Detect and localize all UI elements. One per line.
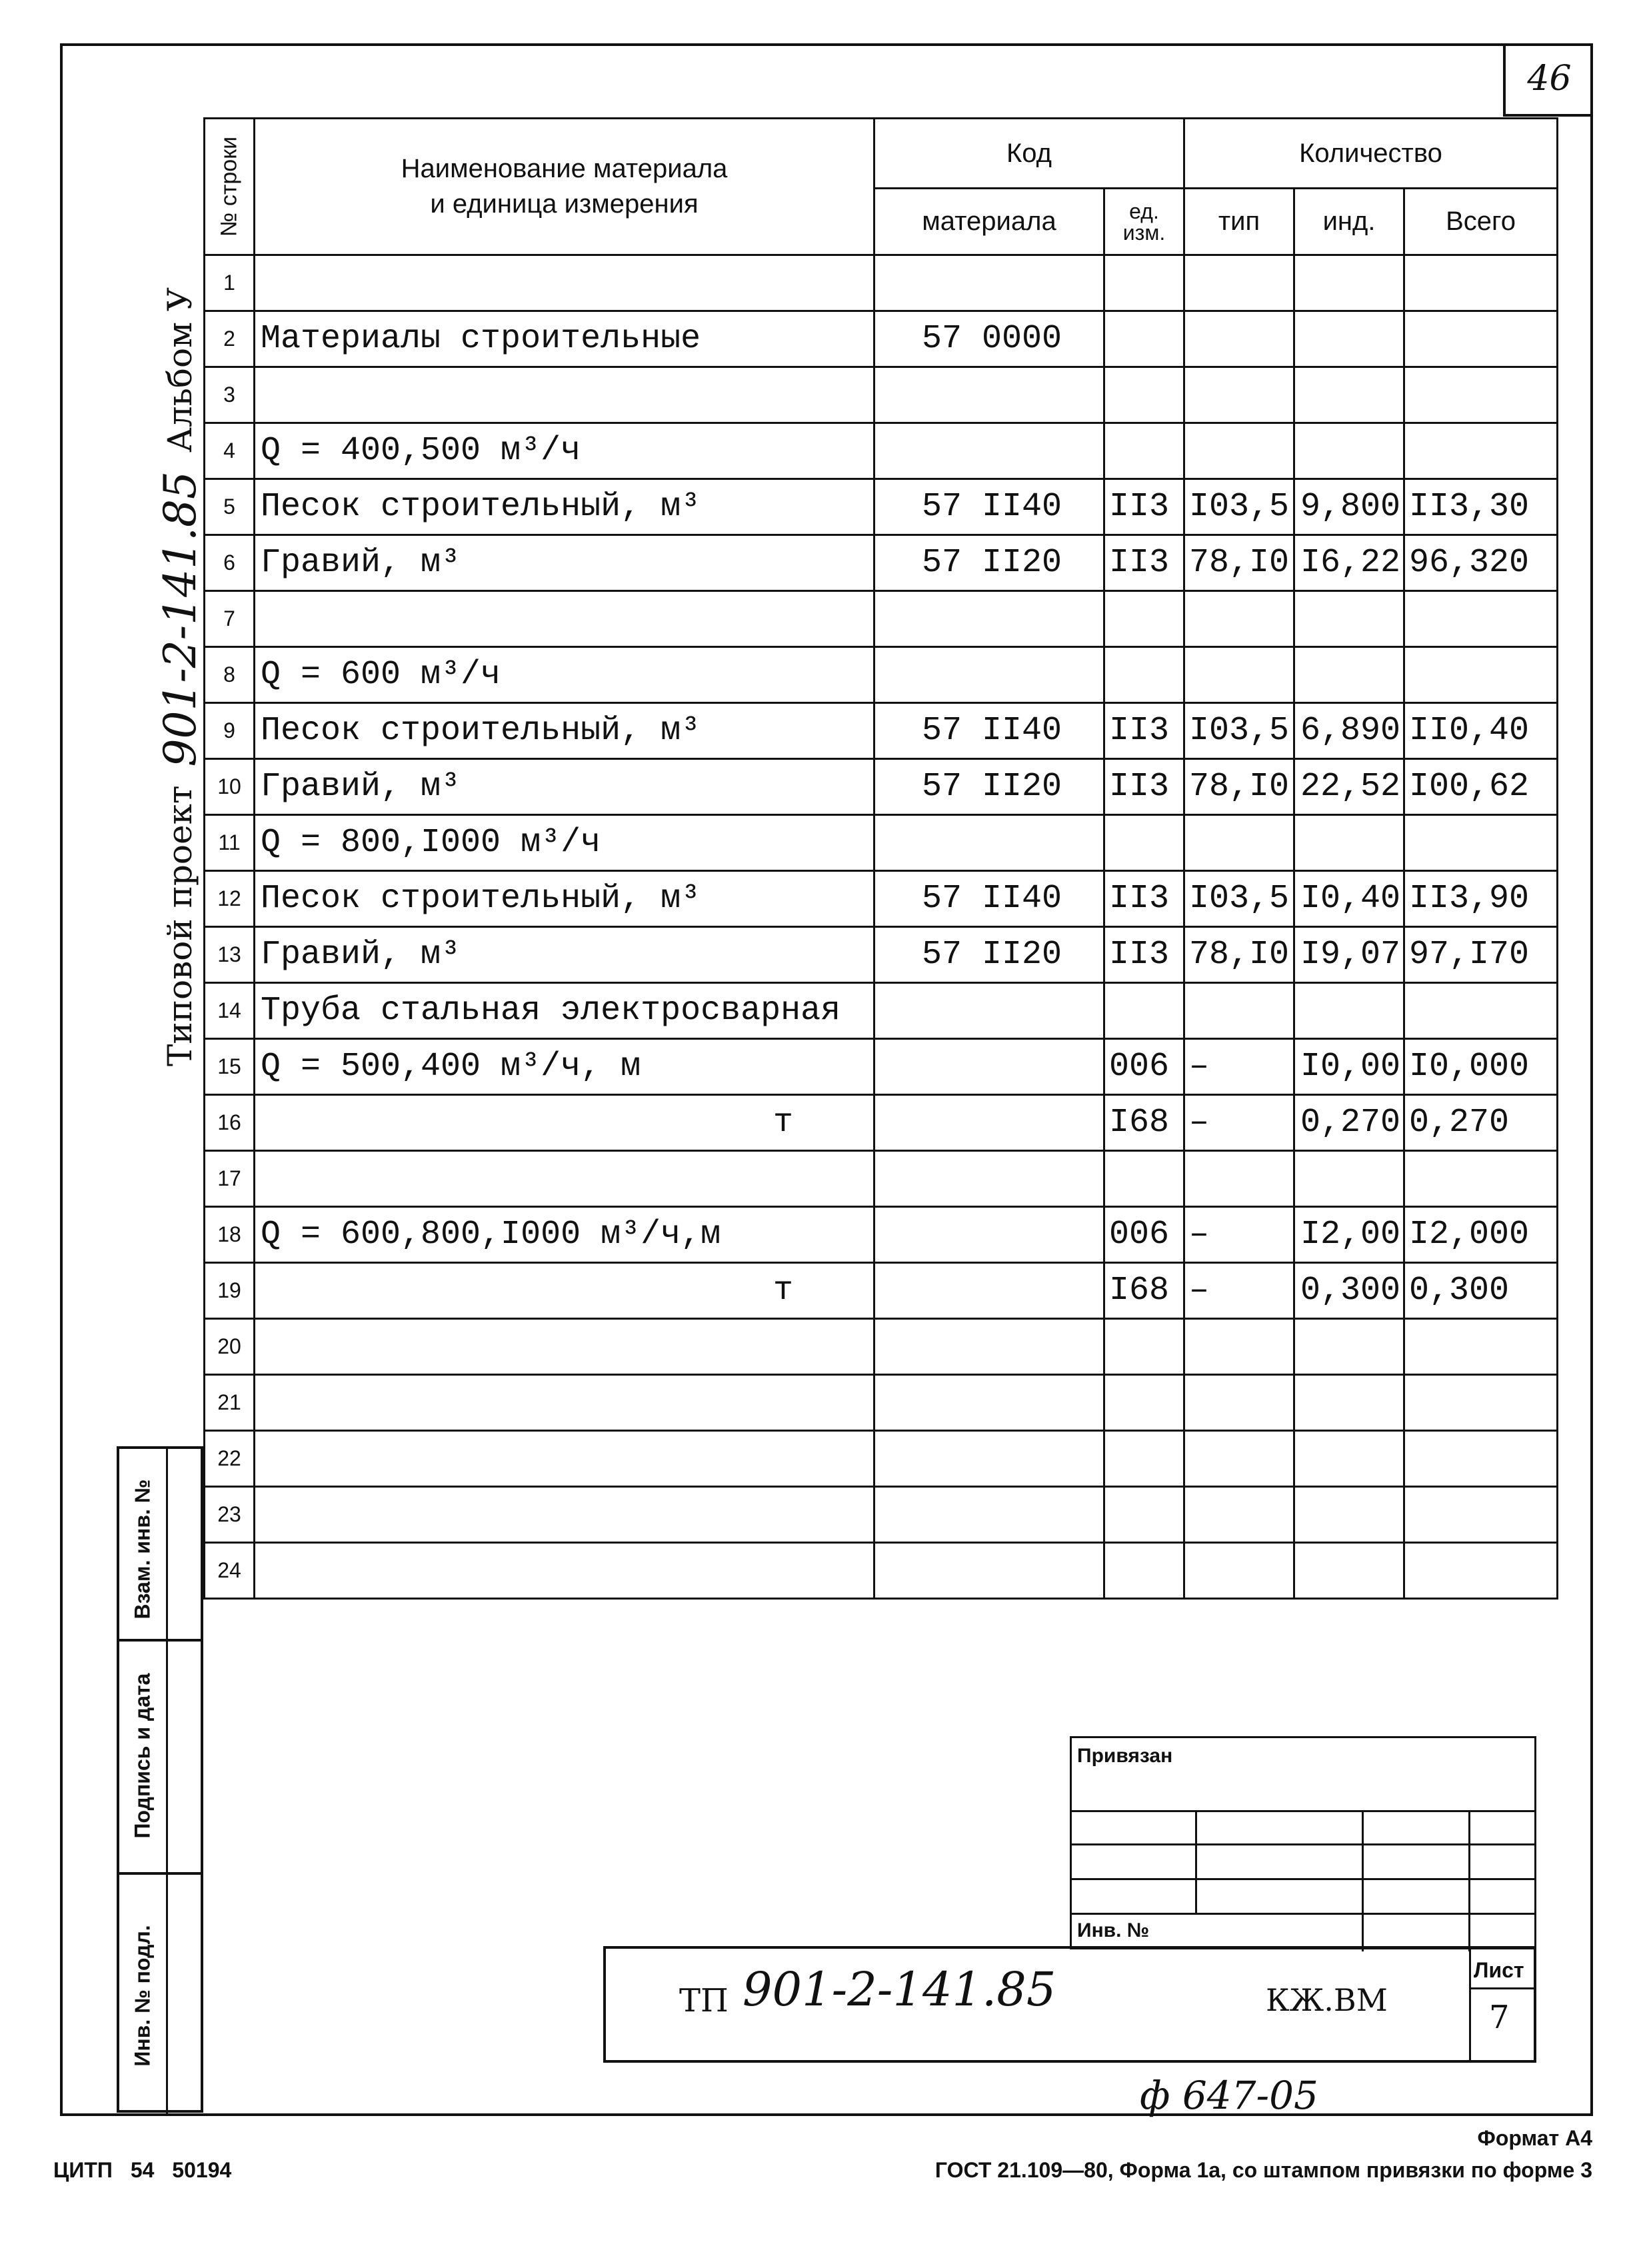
row-code: 57 II20	[874, 535, 1104, 591]
row-name: Гравий, м³	[255, 535, 874, 591]
row-number: 5	[205, 479, 255, 535]
row-unit	[1104, 367, 1184, 423]
row-code	[874, 367, 1104, 423]
table-row	[205, 815, 1558, 871]
row-number: 20	[205, 1319, 255, 1375]
row-ind	[1294, 1431, 1404, 1487]
row-name: Q = 600,800,I000 м³/ч,м	[255, 1207, 874, 1263]
footer-left: ЦИТП 54 50194	[53, 2158, 232, 2182]
row-unit	[1104, 815, 1184, 871]
row-code	[874, 1039, 1104, 1095]
table-row	[205, 1543, 1558, 1599]
row-ind	[1294, 1319, 1404, 1375]
row-number: 15	[205, 1039, 255, 1095]
row-code	[874, 1487, 1104, 1543]
row-ind: 22,52	[1294, 759, 1404, 815]
row-code	[874, 1207, 1104, 1263]
row-total: 0,300	[1404, 1263, 1558, 1319]
row-code	[874, 1543, 1104, 1599]
row-number: 21	[205, 1375, 255, 1431]
row-code: 57 0000	[874, 311, 1104, 367]
row-code	[874, 1095, 1104, 1151]
row-name: Песок строительный, м³	[255, 703, 874, 759]
row-number: 11	[205, 815, 255, 871]
privyazan-label: Привязан	[1077, 1745, 1173, 1767]
row-name: т	[255, 1263, 874, 1319]
page-number: 46	[1503, 43, 1593, 117]
list-value: 7	[1489, 1999, 1510, 2036]
row-type: –	[1184, 1207, 1294, 1263]
table-row	[205, 1487, 1558, 1543]
row-code	[874, 1151, 1104, 1207]
row-ind	[1294, 1543, 1404, 1599]
table-row	[205, 1263, 1558, 1319]
row-ind	[1294, 647, 1404, 703]
row-unit: I68	[1104, 1263, 1184, 1319]
row-ind: 6,890	[1294, 703, 1404, 759]
row-number: 16	[205, 1095, 255, 1151]
row-name: Q = 800,I000 м³/ч	[255, 815, 874, 871]
row-name: Q = 600 м³/ч	[255, 647, 874, 703]
materials-table	[203, 117, 1558, 1600]
row-type	[1184, 367, 1294, 423]
row-number: 12	[205, 871, 255, 927]
row-type	[1184, 255, 1294, 311]
label-podpis-data: Подпись и дата	[130, 1673, 155, 1838]
header-row-no: № строки	[205, 119, 255, 255]
row-total	[1404, 1151, 1558, 1207]
row-total: I00,62	[1404, 759, 1558, 815]
row-unit	[1104, 1487, 1184, 1543]
row-ind	[1294, 983, 1404, 1039]
row-unit	[1104, 311, 1184, 367]
row-total	[1404, 1543, 1558, 1599]
row-name	[255, 1319, 874, 1375]
row-unit	[1104, 1319, 1184, 1375]
list-label: Лист	[1474, 1958, 1524, 1982]
row-number: 7	[205, 591, 255, 647]
row-unit	[1104, 1375, 1184, 1431]
row-name: Материалы строительные	[255, 311, 874, 367]
row-name	[255, 1151, 874, 1207]
row-total: 97,I70	[1404, 927, 1558, 983]
table-row	[205, 1375, 1558, 1431]
row-name: Песок строительный, м³	[255, 479, 874, 535]
row-total	[1404, 1375, 1558, 1431]
row-ind: I9,07	[1294, 927, 1404, 983]
row-code	[874, 255, 1104, 311]
row-code	[874, 983, 1104, 1039]
table-row	[205, 759, 1558, 815]
tp-prefix: ТП	[679, 1982, 729, 2019]
row-type	[1184, 591, 1294, 647]
label-inv-podl: Инв. № подл.	[130, 1924, 155, 2067]
row-ind: 9,800	[1294, 479, 1404, 535]
row-ind	[1294, 255, 1404, 311]
side-title-number: 901-2-141.85	[154, 471, 206, 767]
row-unit: I68	[1104, 1095, 1184, 1151]
row-type: –	[1184, 1095, 1294, 1151]
row-code	[874, 591, 1104, 647]
format-label: Формат А4	[1477, 2126, 1592, 2150]
row-total	[1404, 1319, 1558, 1375]
row-name	[255, 1543, 874, 1599]
row-name	[255, 1487, 874, 1543]
row-number: 22	[205, 1431, 255, 1487]
row-ind	[1294, 591, 1404, 647]
row-total	[1404, 311, 1558, 367]
row-total	[1404, 1487, 1558, 1543]
row-type	[1184, 983, 1294, 1039]
row-name: Гравий, м³	[255, 759, 874, 815]
row-number: 17	[205, 1151, 255, 1207]
row-code: 57 II40	[874, 479, 1104, 535]
table-row	[205, 647, 1558, 703]
row-name	[255, 591, 874, 647]
row-name: Песок строительный, м³	[255, 871, 874, 927]
row-unit	[1104, 591, 1184, 647]
table-row	[205, 423, 1558, 479]
header-code-material: материала	[874, 189, 1104, 255]
row-total: 96,320	[1404, 535, 1558, 591]
row-ind: I6,22	[1294, 535, 1404, 591]
row-ind	[1294, 1151, 1404, 1207]
row-unit	[1104, 647, 1184, 703]
row-total	[1404, 367, 1558, 423]
row-ind	[1294, 367, 1404, 423]
table-row	[205, 983, 1558, 1039]
row-type: 78,I0	[1184, 759, 1294, 815]
row-ind: I0,40	[1294, 871, 1404, 927]
row-unit: 006	[1104, 1207, 1184, 1263]
table-row	[205, 1151, 1558, 1207]
row-type	[1184, 1431, 1294, 1487]
row-number: 10	[205, 759, 255, 815]
table-row	[205, 591, 1558, 647]
table-row	[205, 703, 1558, 759]
row-name: Q = 500,400 м³/ч, м	[255, 1039, 874, 1095]
header-qty-ind: инд.	[1294, 189, 1404, 255]
row-total	[1404, 423, 1558, 479]
row-ind	[1294, 423, 1404, 479]
row-unit	[1104, 1431, 1184, 1487]
row-ind: I0,00	[1294, 1039, 1404, 1095]
table-row	[205, 367, 1558, 423]
row-type	[1184, 1487, 1294, 1543]
row-type: 78,I0	[1184, 927, 1294, 983]
table-row	[205, 255, 1558, 311]
row-number: 9	[205, 703, 255, 759]
row-type	[1184, 647, 1294, 703]
row-code: 57 II20	[874, 759, 1104, 815]
row-number: 24	[205, 1543, 255, 1599]
row-name	[255, 1375, 874, 1431]
row-number: 13	[205, 927, 255, 983]
row-unit	[1104, 983, 1184, 1039]
row-unit: II3	[1104, 927, 1184, 983]
table-row	[205, 1431, 1558, 1487]
side-stamp	[117, 1446, 203, 2113]
row-type	[1184, 311, 1294, 367]
row-unit: II3	[1104, 535, 1184, 591]
row-number: 23	[205, 1487, 255, 1543]
row-ind	[1294, 1375, 1404, 1431]
table-row	[205, 479, 1558, 535]
header-name: Наименование материала и единица измерения	[255, 119, 874, 255]
row-unit: II3	[1104, 479, 1184, 535]
row-number: 4	[205, 423, 255, 479]
row-unit: II3	[1104, 759, 1184, 815]
row-total: II0,40	[1404, 703, 1558, 759]
header-code: Код	[874, 119, 1184, 189]
table-row	[205, 1207, 1558, 1263]
row-type: I03,5	[1184, 703, 1294, 759]
row-type	[1184, 1543, 1294, 1599]
row-total: 0,270	[1404, 1095, 1558, 1151]
row-number: 8	[205, 647, 255, 703]
row-type: –	[1184, 1263, 1294, 1319]
row-total	[1404, 255, 1558, 311]
row-ind: I2,00	[1294, 1207, 1404, 1263]
privyazan-stamp	[1070, 1736, 1536, 1949]
row-code	[874, 815, 1104, 871]
row-number: 2	[205, 311, 255, 367]
row-total	[1404, 983, 1558, 1039]
drawing-mark: КЖ.ВМ	[1266, 1982, 1388, 2018]
row-total: II3,30	[1404, 479, 1558, 535]
row-unit	[1104, 1543, 1184, 1599]
handwritten-note: ф 647-05	[1140, 2073, 1318, 2118]
table-row	[205, 927, 1558, 983]
header-qty-type: тип	[1184, 189, 1294, 255]
table-row	[205, 311, 1558, 367]
row-unit	[1104, 1151, 1184, 1207]
row-code	[874, 1263, 1104, 1319]
row-type	[1184, 423, 1294, 479]
row-total: I0,000	[1404, 1039, 1558, 1095]
row-name: Труба стальная электросварная	[255, 983, 874, 1039]
row-unit: 006	[1104, 1039, 1184, 1095]
row-total	[1404, 591, 1558, 647]
table-row	[205, 1319, 1558, 1375]
header-code-unit: ед. изм.	[1104, 189, 1184, 255]
row-unit	[1104, 255, 1184, 311]
header-quantity: Количество	[1184, 119, 1558, 189]
row-number: 3	[205, 367, 255, 423]
row-unit: II3	[1104, 703, 1184, 759]
table-row	[205, 535, 1558, 591]
tp-number: 901-2-141.85	[743, 1962, 1056, 2017]
footer-right: ГОСТ 21.109—80, Форма 1а, со штампом привязки по форме 3	[934, 2158, 1592, 2182]
inv-no-label: Инв. №	[1077, 1919, 1150, 1941]
row-code: 57 II20	[874, 927, 1104, 983]
row-type: I03,5	[1184, 871, 1294, 927]
row-number: 14	[205, 983, 255, 1039]
row-type	[1184, 1319, 1294, 1375]
row-name	[255, 1431, 874, 1487]
table-row	[205, 1039, 1558, 1095]
row-name	[255, 255, 874, 311]
row-code	[874, 1431, 1104, 1487]
row-number: 19	[205, 1263, 255, 1319]
row-ind	[1294, 311, 1404, 367]
header-qty-total: Всего	[1404, 189, 1558, 255]
row-code: 57 II40	[874, 703, 1104, 759]
row-ind: 0,270	[1294, 1095, 1404, 1151]
table-row	[205, 1095, 1558, 1151]
row-type: –	[1184, 1039, 1294, 1095]
row-code	[874, 1319, 1104, 1375]
row-total	[1404, 1431, 1558, 1487]
side-title	[154, 200, 206, 1066]
row-code	[874, 647, 1104, 703]
row-code: 57 II40	[874, 871, 1104, 927]
row-number: 18	[205, 1207, 255, 1263]
row-name	[255, 367, 874, 423]
row-ind	[1294, 815, 1404, 871]
row-type	[1184, 1375, 1294, 1431]
title-block	[603, 1946, 1536, 2063]
row-total	[1404, 647, 1558, 703]
row-type: 78,I0	[1184, 535, 1294, 591]
row-total: II3,90	[1404, 871, 1558, 927]
row-total: I2,000	[1404, 1207, 1558, 1263]
row-unit	[1104, 423, 1184, 479]
row-number: 1	[205, 255, 255, 311]
side-title-suffix: Альбом У	[161, 287, 199, 453]
row-name: Q = 400,500 м³/ч	[255, 423, 874, 479]
row-code	[874, 1375, 1104, 1431]
table-row	[205, 871, 1558, 927]
row-name: т	[255, 1095, 874, 1151]
row-type	[1184, 1151, 1294, 1207]
label-vzam-inv: Взам. инв. №	[130, 1479, 155, 1619]
side-title-prefix: Типовой проект	[161, 785, 199, 1066]
row-type	[1184, 815, 1294, 871]
row-unit: II3	[1104, 871, 1184, 927]
row-number: 6	[205, 535, 255, 591]
row-ind: 0,300	[1294, 1263, 1404, 1319]
row-total	[1404, 815, 1558, 871]
row-code	[874, 423, 1104, 479]
row-ind	[1294, 1487, 1404, 1543]
row-name: Гравий, м³	[255, 927, 874, 983]
row-type: I03,5	[1184, 479, 1294, 535]
